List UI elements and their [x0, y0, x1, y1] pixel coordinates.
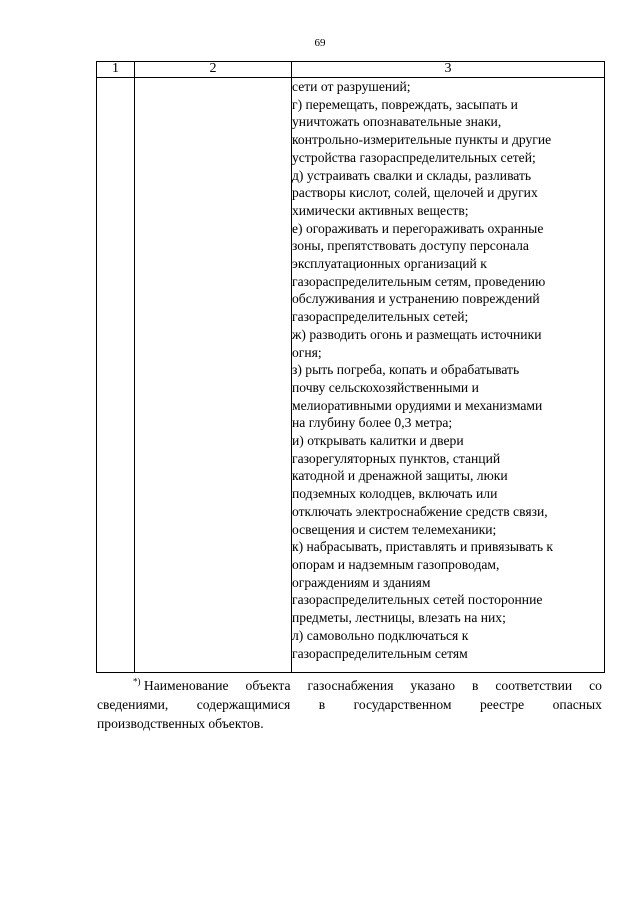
document-table	[96, 61, 605, 673]
footnote-word: государственном	[353, 697, 452, 712]
column-header-2: 2	[135, 62, 292, 78]
text-line: л) самовольно подключаться к	[292, 627, 469, 643]
text-line: з) рыть погреба, копать и обрабатывать	[292, 362, 520, 378]
column-header-3: 3	[292, 62, 605, 78]
text-line: уничтожать опознавательные знаки,	[292, 114, 502, 130]
text-line: е) огораживать и перегораживать охранные	[292, 220, 544, 236]
text-line: газораспределительным сетям	[292, 645, 468, 661]
text-line: эксплуатационных организаций к	[292, 256, 487, 272]
footnote-word: *) Наименование	[133, 676, 229, 693]
text-line: предметы, лестницы, влезать на них;	[292, 610, 506, 626]
text-line: газорегуляторных пунктов, станций	[292, 450, 501, 466]
footnote-word: в	[472, 678, 479, 693]
table-row	[97, 78, 605, 673]
text-line: освещения и систем телемеханики;	[292, 521, 497, 537]
table-header-row	[97, 62, 605, 78]
footnote-word: указано	[410, 678, 456, 693]
footnote-word: содержащимися	[196, 697, 291, 712]
table-cell-col1	[97, 78, 135, 673]
text-line: зоны, препятствовать доступу персонала	[292, 238, 529, 254]
text-line: химически активных веществ;	[292, 202, 469, 218]
footnote-word: соответствии	[495, 678, 573, 693]
text-line: газораспределительным сетям, проведению	[292, 273, 546, 289]
requirements-text	[292, 78, 604, 662]
text-line: устройства газораспределительных сетей;	[292, 149, 536, 165]
footnote-line-1	[97, 676, 602, 695]
text-line: д) устраивать свалки и склады, разливать	[292, 167, 532, 183]
text-line: ж) разводить огонь и размещать источники	[292, 326, 542, 342]
footnote-word: объекта	[245, 678, 291, 693]
footnote	[97, 676, 602, 733]
text-line: подземных колодцев, включать или	[292, 486, 498, 502]
text-line: опорам и надземным газопроводам,	[292, 556, 500, 572]
column-header-1: 1	[97, 62, 135, 78]
footnote-line-2	[97, 695, 602, 714]
text-line: мелиоративными орудиями и механизмами	[292, 397, 543, 413]
text-line: к) набрасывать, приставлять и привязывать к	[292, 539, 554, 555]
footnote-word: сведениями,	[97, 697, 169, 712]
text-line: отключать электроснабжение средств связи,	[292, 503, 548, 519]
text-line: сети от разрушений;	[292, 79, 411, 94]
text-line: г) перемещать, повреждать, засыпать и	[292, 96, 518, 112]
table-cell-col3	[292, 78, 605, 673]
footnote-word: газоснабжения	[307, 678, 394, 693]
text-line: растворы кислот, солей, щелочей и других	[292, 185, 538, 201]
text-line: катодной и дренажной защиты, люки	[292, 468, 508, 484]
footnote-word: в	[318, 697, 326, 712]
footnote-word: опасных	[552, 697, 602, 712]
footnote-line-3: производственных объектов.	[97, 716, 264, 731]
text-line: газораспределительных сетей посторонние	[292, 592, 543, 608]
text-line: и) открывать калитки и двери	[292, 433, 464, 449]
text-line: контрольно-измерительные пункты и другие	[292, 132, 552, 148]
text-line: обслуживания и устранению повреждений	[292, 291, 540, 307]
text-line: газораспределительных сетей;	[292, 309, 469, 325]
table-cell-col2	[135, 78, 292, 673]
text-line: ограждениям и зданиям	[292, 574, 431, 590]
footnote-word: со	[589, 678, 602, 693]
text-line: огня;	[292, 344, 322, 360]
text-line: на глубину более 0,3 метра;	[292, 415, 453, 431]
footnote-word: реестре	[479, 697, 525, 712]
footnote-marker: *)	[133, 676, 141, 687]
page-number: 69	[314, 37, 326, 49]
text-line: почву сельскохозяйственными и	[292, 379, 479, 395]
